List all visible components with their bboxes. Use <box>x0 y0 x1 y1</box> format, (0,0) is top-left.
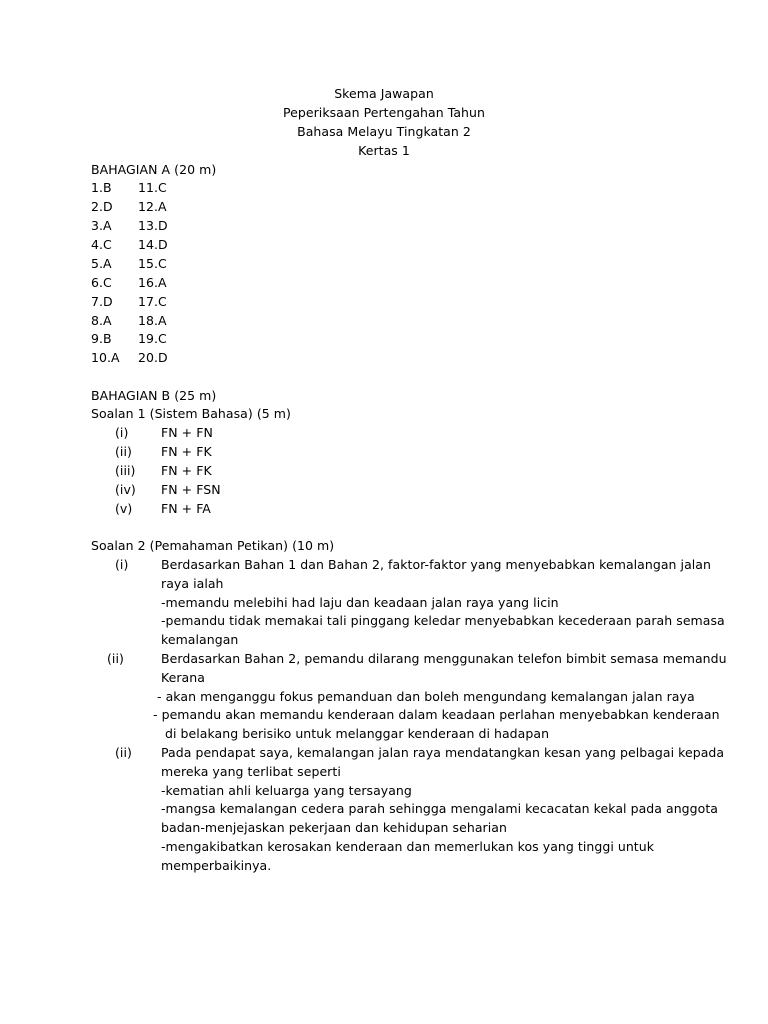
section-b-heading: BAHAGIAN B (25 m) <box>91 388 217 403</box>
answer-line: di belakang berisiko untuk melanggar kenderaan di hadapan <box>165 726 550 741</box>
section-a-heading: BAHAGIAN A (20 m) <box>91 162 217 177</box>
part-number: (ii) <box>115 745 132 760</box>
item-text: FN + FSN <box>161 482 221 497</box>
answer-left: 7.D <box>91 294 113 309</box>
answer-left: 9.B <box>91 331 112 346</box>
answer-line: Berdasarkan Bahan 1 dan Bahan 2, faktor-faktor yang menyebabkan kemalangan jalan <box>161 557 711 572</box>
answer-line: memperbaikinya. <box>161 858 272 873</box>
answer-right: 14.D <box>138 237 168 252</box>
answer-line: raya ialah <box>161 576 224 591</box>
part-number: (ii) <box>107 651 124 666</box>
part-number: (i) <box>115 557 129 572</box>
item-number: (v) <box>115 501 133 516</box>
answer-left: 8.A <box>91 313 112 328</box>
answer-line: - pemandu akan memandu kenderaan dalam keadaan perlahan menyebabkan kenderaan <box>153 707 720 722</box>
answer-line: badan-menjejaskan pekerjaan dan kehidupan seharian <box>161 820 507 835</box>
question-1-heading: Soalan 1 (Sistem Bahasa) (5 m) <box>91 406 291 421</box>
document-title: Skema Jawapan <box>334 86 434 101</box>
item-number: (iv) <box>115 482 136 497</box>
answer-right: 12.A <box>138 199 167 214</box>
answer-left: 5.A <box>91 256 112 271</box>
answer-right: 20.D <box>138 350 168 365</box>
item-text: FN + FK <box>161 463 212 478</box>
answer-right: 19.C <box>138 331 167 346</box>
answer-right: 11.C <box>138 180 167 195</box>
answer-left: 2.D <box>91 199 113 214</box>
answer-left: 4.C <box>91 237 112 252</box>
answer-line: -mengakibatkan kerosakan kenderaan dan memerlukan kos yang tinggi untuk <box>161 839 655 854</box>
answer-line: kemalangan <box>161 632 239 647</box>
answer-line: Pada pendapat saya, kemalangan jalan raya mendatangkan kesan yang pelbagai kepada <box>161 745 725 760</box>
answer-line: -pemandu tidak memakai tali pinggang keledar menyebabkan kecederaan parah semasa <box>161 613 725 628</box>
answer-right: 15.C <box>138 256 167 271</box>
question-2-heading: Soalan 2 (Pemahaman Petikan) (10 m) <box>91 538 335 553</box>
answer-left: 3.A <box>91 218 112 233</box>
item-number: (i) <box>115 425 129 440</box>
answer-right: 17.C <box>138 294 167 309</box>
answer-line: Kerana <box>161 670 205 685</box>
item-text: FN + FN <box>161 425 213 440</box>
answer-line: -mangsa kemalangan cedera parah sehingga mengalami kecacatan kekal pada anggota <box>161 801 719 816</box>
item-number: (ii) <box>115 444 132 459</box>
answer-right: 16.A <box>138 275 167 290</box>
item-text: FN + FA <box>161 501 211 516</box>
answer-right: 13.D <box>138 218 168 233</box>
answer-line: Berdasarkan Bahan 2, pemandu dilarang menggunakan telefon bimbit semasa memandu <box>161 651 727 666</box>
answer-line: -kematian ahli keluarga yang tersayang <box>161 783 412 798</box>
answer-left: 1.B <box>91 180 112 195</box>
answer-line: mereka yang terlibat seperti <box>161 764 341 779</box>
item-text: FN + FK <box>161 444 212 459</box>
answer-line: - akan menganggu fokus pemanduan dan boleh mengundang kemalangan jalan raya <box>157 689 695 704</box>
subject-name: Bahasa Melayu Tingkatan 2 <box>297 124 471 139</box>
item-number: (iii) <box>115 463 136 478</box>
answer-left: 6.C <box>91 275 112 290</box>
answer-left: 10.A <box>91 350 120 365</box>
paper-name: Kertas 1 <box>358 143 410 158</box>
answer-line: -memandu melebihi had laju dan keadaan jalan raya yang licin <box>161 595 559 610</box>
exam-name: Peperiksaan Pertengahan Tahun <box>283 105 485 120</box>
answer-right: 18.A <box>138 313 167 328</box>
